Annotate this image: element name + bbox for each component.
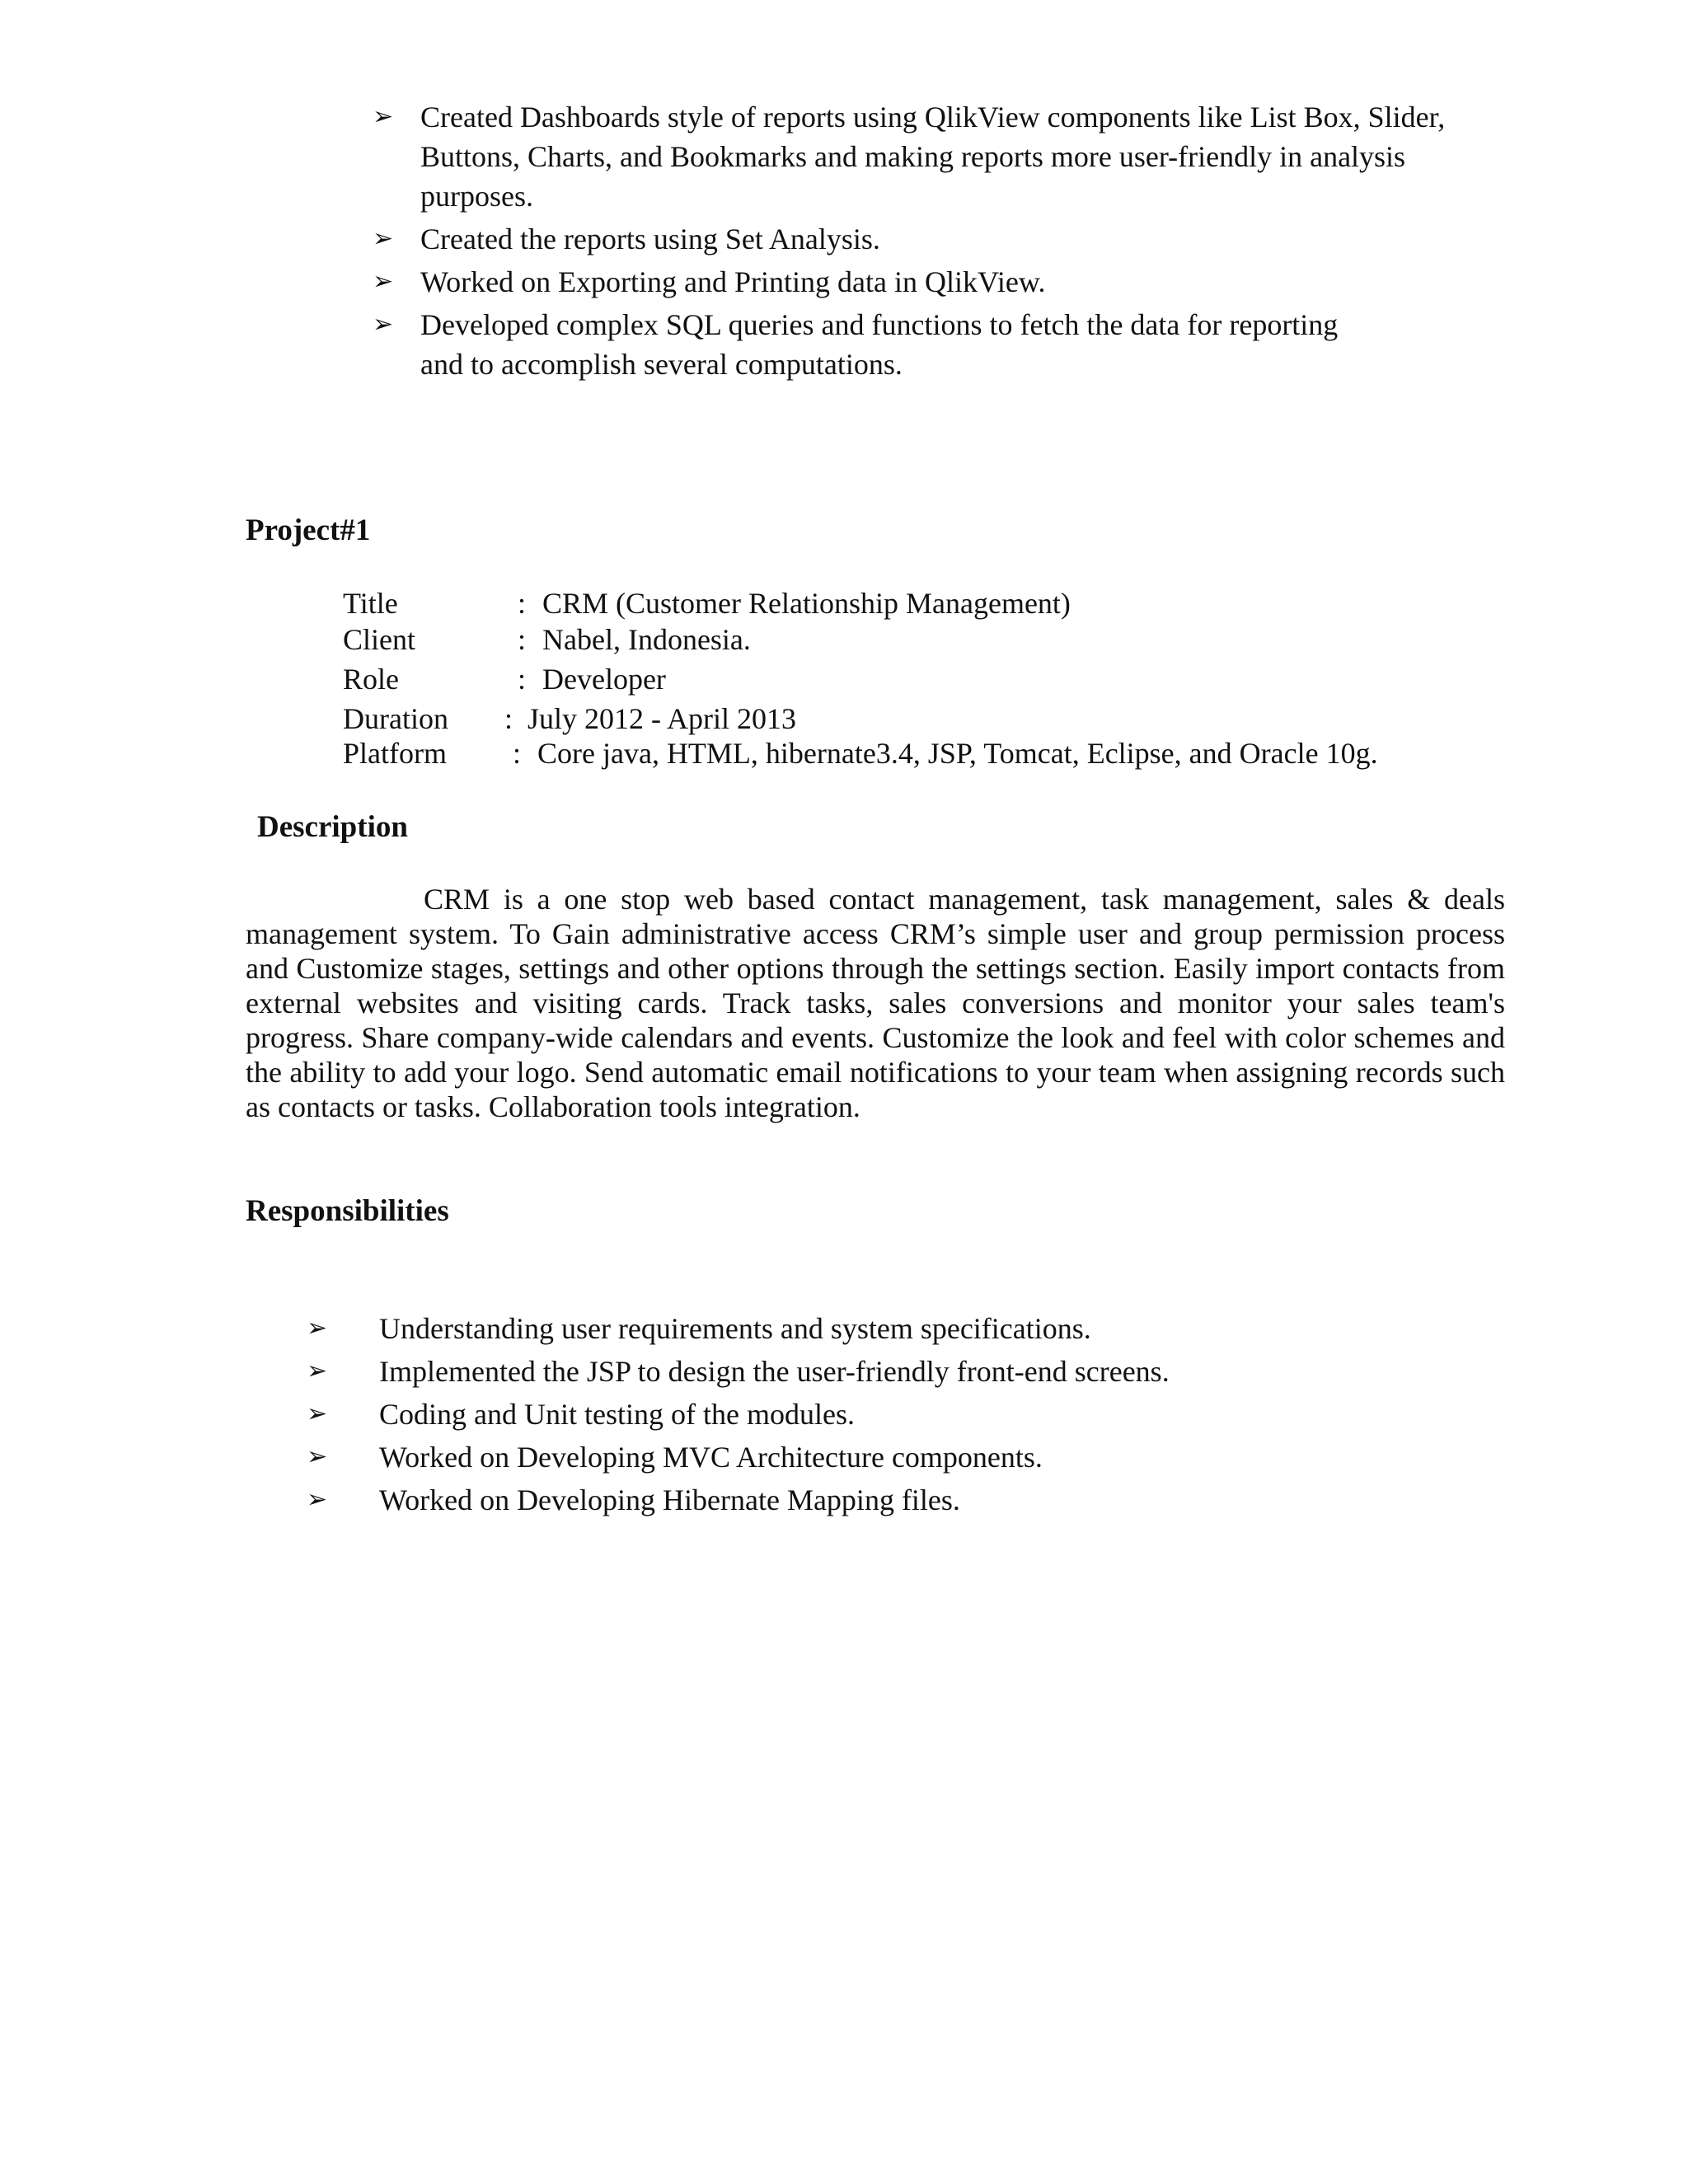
list-item-line: and to accomplish several computations. xyxy=(420,348,903,381)
arrow-bullet-icon: ➢ xyxy=(307,1486,328,1513)
list-item-line: Created the reports using Set Analysis. xyxy=(420,223,880,255)
info-separator: : xyxy=(513,737,522,770)
list-item-text: Coding and Unit testing of the modules. xyxy=(379,1398,855,1431)
list-item-line: Created Dashboards style of reports using QlikView components like List Box, Slider, xyxy=(420,101,1446,134)
info-separator: : xyxy=(518,663,527,696)
list-item-line: Buttons, Charts, and Bookmarks and making reports more user-friendly in analysis xyxy=(420,140,1406,173)
info-separator: : xyxy=(518,623,527,656)
list-item-line: purposes. xyxy=(420,180,533,213)
info-value: July 2012 - April 2013 xyxy=(528,702,797,735)
list-item xyxy=(373,97,1526,216)
list-item xyxy=(307,1307,1378,1350)
arrow-bullet-icon: ➢ xyxy=(307,1400,328,1427)
description-heading: Description xyxy=(257,810,408,844)
info-separator: : xyxy=(518,587,527,620)
info-key: Platform xyxy=(343,737,447,770)
list-item-text: Worked on Developing MVC Architecture components. xyxy=(379,1441,1043,1474)
responsibilities-heading: Responsibilities xyxy=(246,1194,449,1228)
list-item xyxy=(307,1393,1378,1436)
list-item xyxy=(373,305,1526,384)
list-item-line: Worked on Exporting and Printing data in QlikView. xyxy=(420,265,1046,298)
description-paragraph: CRM is a one stop web based contact management, task management, sales & deals management system. To Gain administrative access CRM’s simple user and group permission process and Customize stages, settings and other options through the settings section. Easily import contacts from external websites and visiting cards. Track tasks, sales conversions and monitor your sales team's progress. Share company-wide calendars and events. Customize the look and feel with color schemes and the ability to add your logo. Send automatic email notifications to your team when assigning records such as contacts or tasks. Collaboration tools integration. xyxy=(246,883,1505,1123)
list-item-text: Implemented the JSP to design the user-friendly front-end screens. xyxy=(379,1355,1170,1388)
info-row-client xyxy=(343,621,1579,658)
info-key: Duration xyxy=(343,702,448,735)
list-item-text: Understanding user requirements and system specifications. xyxy=(379,1312,1091,1345)
arrow-bullet-icon: ➢ xyxy=(373,268,394,295)
info-separator: : xyxy=(504,702,513,735)
info-row-duration xyxy=(343,701,1579,737)
info-key: Client xyxy=(343,623,415,656)
list-item xyxy=(307,1350,1378,1393)
experience-bullet-list xyxy=(373,97,1526,387)
info-value: Nabel, Indonesia. xyxy=(542,623,751,656)
list-item-text: Worked on Developing Hibernate Mapping files. xyxy=(379,1483,960,1516)
arrow-bullet-icon: ➢ xyxy=(307,1357,328,1385)
list-item xyxy=(373,219,1526,259)
list-item xyxy=(373,262,1526,302)
responsibilities-list xyxy=(307,1307,1378,1521)
arrow-bullet-icon: ➢ xyxy=(307,1443,328,1470)
info-key: Role xyxy=(343,663,399,696)
list-item xyxy=(307,1436,1378,1479)
info-row-title xyxy=(343,585,1579,621)
list-item-line: Developed complex SQL queries and functions to fetch the data for reporting xyxy=(420,308,1339,341)
info-row-platform xyxy=(343,735,1620,771)
arrow-bullet-icon: ➢ xyxy=(373,103,394,130)
info-value: Core java, HTML, hibernate3.4, JSP, Tomcat, Eclipse, and Oracle 10g. xyxy=(537,737,1378,770)
arrow-bullet-icon: ➢ xyxy=(373,225,394,252)
project-heading: Project#1 xyxy=(246,513,371,547)
info-value: Developer xyxy=(542,663,666,696)
info-key: Title xyxy=(343,587,398,620)
arrow-bullet-icon: ➢ xyxy=(307,1315,328,1342)
info-row-role xyxy=(343,661,1579,697)
info-value: CRM (Customer Relationship Management) xyxy=(542,587,1071,620)
list-item xyxy=(307,1479,1378,1521)
arrow-bullet-icon: ➢ xyxy=(373,311,394,338)
